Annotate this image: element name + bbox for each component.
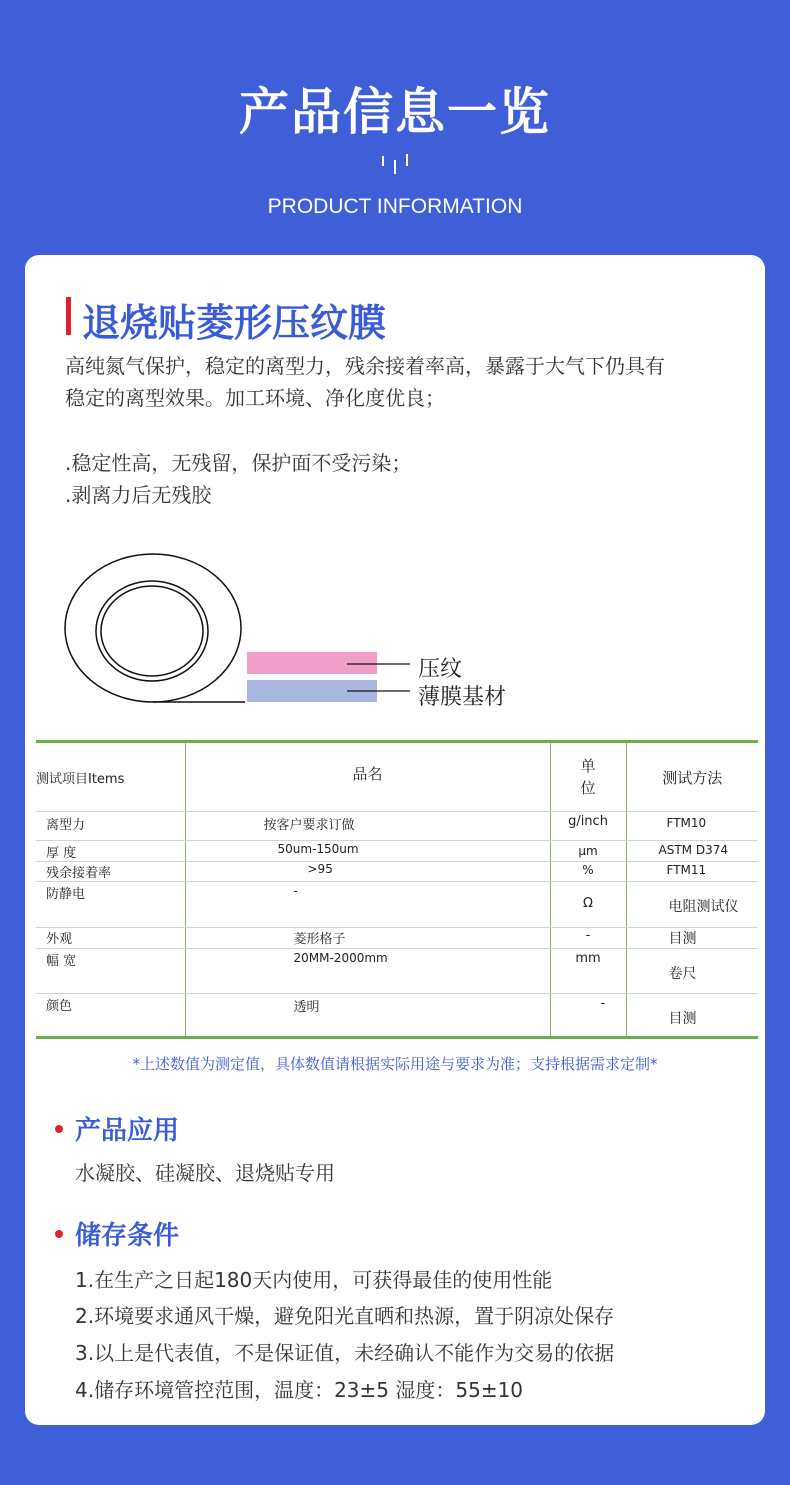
roll-outer <box>65 554 241 702</box>
table-header-row <box>36 742 758 812</box>
table-row: 离型力 按客户要求订做 g/inch FTM10 <box>36 812 758 841</box>
table-row: 外观 菱形格子 - 目测 <box>36 928 758 949</box>
storage-item: 3.以上是代表值，不是保证值，未经确认不能作为交易的依据 <box>75 1341 615 1365</box>
application-text: 水凝胶、硅凝胶、退烧贴专用 <box>75 1161 335 1185</box>
page-subtitle: PRODUCT INFORMATION <box>267 195 523 218</box>
bullet-dot-icon <box>55 1125 63 1133</box>
layer-emboss <box>247 652 377 674</box>
storage-item: 4.储存环境管控范围，温度：23±5 湿度：55±10 <box>75 1378 524 1402</box>
table-row: 残余接着率 >95 % FTM11 <box>36 862 758 882</box>
layer-label-base: 薄膜基材 <box>418 685 507 710</box>
bullet-dot-icon <box>55 1230 63 1238</box>
disclaimer-note: *上述数值为测定值，具体数值请根据实际用途与要求为准；支持根据需求定制* <box>132 1055 658 1073</box>
storage-heading: 储存条件 <box>55 1215 179 1252</box>
table-row: 厚 度 50um-150um µm ASTM D374 <box>36 841 758 862</box>
product-name: 退烧贴菱形压纹膜 <box>82 301 387 345</box>
storage-item: 1.在生产之日起180天内使用，可获得最佳的使用性能 <box>75 1268 553 1292</box>
table-row: 幅 宽 20MM-2000mm mm 卷尺 <box>36 949 758 994</box>
spec-table <box>36 740 758 1039</box>
header-unit: 单 位 <box>550 742 626 812</box>
storage-item: 2.环境要求通风干燥，避免阳光直晒和热源，置于阴凉处保存 <box>75 1304 615 1328</box>
page-title: 产品信息一览 <box>239 83 551 141</box>
header-items: 测试项目Items <box>36 742 185 812</box>
table-row: 颜色 透明 - 目测 <box>36 994 758 1038</box>
table-row: 防静电 - Ω 电阻测试仪 <box>36 882 758 928</box>
product-features: .稳定性高，无残留，保护面不受污染； .剥离力后无残胶 <box>65 451 412 507</box>
decorative-ticks-icon <box>382 152 412 174</box>
application-heading: 产品应用 <box>55 1110 179 1147</box>
header-product: 品名 <box>185 742 550 812</box>
roll-core-outer <box>96 581 208 681</box>
layer-label-emboss: 压纹 <box>418 657 463 682</box>
product-description: 高纯氮气保护，稳定的离型力，残余接着率高，暴露于大气下仍具有 稳定的离型效果。加工环境、净化度优良； <box>65 354 665 410</box>
header-method: 测试方法 <box>626 742 758 812</box>
roll-core-inner <box>101 586 203 676</box>
